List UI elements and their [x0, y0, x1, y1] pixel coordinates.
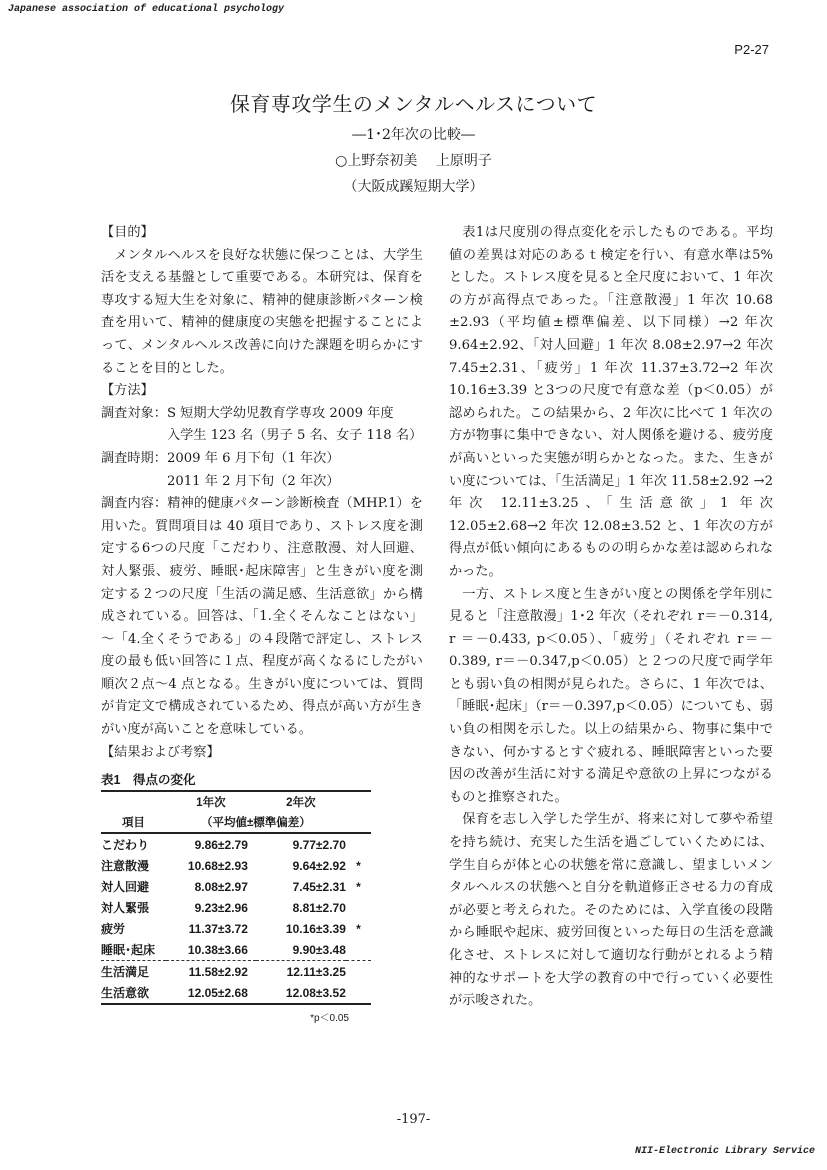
table-cell-sig: *	[356, 879, 361, 894]
method-subjects	[101, 403, 423, 448]
paper-subtitle: ―1･2年次の比較―	[352, 127, 475, 143]
subjects-line1: S 短期大学幼児教育学専攻 2009 年度	[166, 405, 394, 421]
table-cell-year2: 9.64±2.92	[292, 858, 346, 873]
table-cell-item: 疲労	[101, 922, 126, 937]
table-cell-year1: 12.05±2.68	[166, 982, 256, 1004]
table-cell-item: 注意散漫	[101, 859, 150, 874]
table-cell-year2: 10.16±3.39	[285, 921, 346, 936]
paper-title: 保育専攻学生のメンタルヘルスについて	[229, 92, 598, 116]
purpose-heading: 【目的】	[101, 225, 154, 240]
table-cell-year1: 9.86±2.79	[194, 837, 248, 852]
left-column	[101, 222, 423, 1024]
method-content: 調査内容：精神的健康パターン診断検査（MHP.1）を用いた。質問項目は 40 項目であり、ストレス度を測定する6つの尺度「こだわり、注意散漫、対人回避、対人緊張、疲労、睡眠･起床障害」と生きがい度を測定する２つの尺度「生活の満足感、生活意欲」から構成されている。回答は、「1.全くそんなことはない」～「4.全くそうである」の４段階で評定し、ストレス度の最も低い回答に１点、程度が高くなるにしたがい順次２点～4 点となる。生きがい度については、質問が肯定文で構成されているため、得点が高い方が生きがい度が高いことを意味している。	[101, 496, 423, 738]
header-year1: 1年次	[166, 791, 256, 812]
table-cell-year2: 12.11±3.25	[286, 964, 346, 979]
table-cell-sig	[346, 897, 371, 918]
table-row	[101, 897, 371, 918]
header-sig-empty-2	[346, 812, 371, 833]
table-cell-item: 生活満足	[101, 965, 150, 980]
table-cell-year1: 10.38±3.66	[166, 939, 256, 961]
table-cell-item: 対人緊張	[101, 901, 150, 916]
table-row	[101, 876, 371, 897]
page-number: -197-	[396, 1112, 431, 1127]
table-row	[101, 961, 371, 983]
table-cell-year1: 8.08±2.97	[194, 879, 248, 894]
score-table	[101, 790, 371, 1005]
table-cell-sig	[346, 833, 371, 855]
table-note: *p＜0.05	[310, 1013, 349, 1025]
table-cell-year2: 9.77±2.70	[292, 837, 346, 852]
table-body	[101, 833, 371, 1004]
table-row	[101, 982, 371, 1004]
table-cell-year1: 10.68±2.93	[187, 858, 248, 873]
table-row	[101, 855, 371, 876]
header-sig-empty	[346, 791, 371, 812]
header-stat: （平均値±標準偏差）	[166, 812, 346, 833]
period-value	[167, 448, 423, 493]
table-cell-item: 睡眠･起床	[101, 939, 166, 961]
right-column	[449, 222, 773, 1013]
table-cell-item: 生活意欲	[101, 982, 166, 1004]
method-heading: 【方法】	[101, 383, 154, 399]
results-para-3: 保育を志し入学した学生が、将来に対して夢や希望を持ち続け、充実した生活を過ごしていくためには、学生自らが体と心の状態を常に意識し、望ましいメンタルヘルスの状態へと自分を軌道修正させる力の育成が必要と考えられた。そのためには、入学直後の段階から睡眠や起床、疲労回復といった毎日の生活を意識化させ、ストレスに対して適切な行動がとれるよう精神的なサポートを大学の教育の中で行っていく必要性が示唆された。	[449, 812, 773, 1009]
paper-id: P2-27	[734, 42, 769, 57]
period-line2: 2011 年 2 月下旬（2 年次）	[166, 473, 340, 489]
table-row	[101, 918, 371, 939]
table-cell-year1: 11.37±3.72	[188, 921, 248, 936]
table-cell-year2: 8.81±2.70	[292, 900, 346, 915]
table-cell-item: こだわり	[101, 838, 150, 853]
results-para-1: 表1は尺度別の得点変化を示したものである。平均値の差異は対応のあるｔ検定を行い、有意水準は5%とした。ストレス度を見ると全尺度において、1 年次の方が高得点であった。「注意散漫」1 年次 10.68 ±2.93（平均値±標準偏差、以下同様）→2 年次 9.64±2.92、「対人回避」1 年次 8.08±2.97→2 年次 7.45±2.31、「疲労」1 年次 11.37±3.72→2 年次 10.16±3.39 と3つの尺度で有意な差（p＜0.05）が認められた。この結果から、2 年次に比べて 1 年次の方が物事に集中できない、対人関係を避ける、疲労度が高いといった実態が明らかとなった。また、生きがい度については、「生活満足」1 年次 11.58±2.92 →2 年次 12.11±3.25、「生活意欲」1 年次 12.05±2.68→2 年次 12.08±3.52 と、1 年次の方が得点が低い傾向にあるものの明らかな差は認められなかった。	[449, 225, 773, 579]
table-cell-year1: 9.23±2.96	[194, 900, 248, 915]
table-title: 表1 得点の変化	[101, 773, 196, 788]
table-cell-year2: 9.90±3.48	[256, 939, 346, 961]
header-empty	[101, 791, 166, 812]
table-cell-sig: *	[356, 921, 361, 936]
footer-service: NII-Electronic Library Service	[634, 1146, 815, 1157]
table-cell-item: 対人回避	[101, 880, 150, 895]
table-cell-year2: 12.08±3.52	[256, 982, 346, 1004]
table-cell-year1: 11.58±2.92	[188, 964, 248, 979]
affiliation: （大阪成蹊短期大学）	[343, 179, 484, 195]
method-period	[101, 448, 423, 493]
subjects-label: 調査対象：	[101, 405, 167, 421]
results-para-2: 一方、ストレス度と生きがい度との関係を学年別に見ると「注意散漫」1･2 年次（それぞれ r＝－0.314, r ＝－0.433, p＜0.05）、「疲労」（それぞれ r＝－0.389, r＝－0.347,p＜0.05）と２つの尺度で両学年とも弱い負の相関が見られた。さらに、1 年次では、「睡眠･起床」（r＝－0.397,p＜0.05）についても、弱い負の相関を示した。以上の結果から、物事に集中できない、何かするとすぐ疲れる、睡眠障害といった要因の改善が生活に対する満足や意欲の上昇につながるものと推察された。	[449, 586, 773, 805]
table-cell-sig	[346, 939, 371, 961]
table-row	[101, 939, 371, 961]
header-item: 項目	[101, 812, 166, 833]
table-cell-year2: 7.45±2.31	[292, 879, 346, 894]
authors: ○上野奈初美 上原明子	[335, 153, 492, 169]
table-row	[101, 833, 371, 855]
table-cell-sig	[346, 982, 371, 1004]
period-line1: 2009 年 6 月下旬（1 年次）	[166, 450, 340, 466]
association-header: Japanese association of educational psychology	[8, 4, 285, 15]
purpose-text: メンタルヘルスを良好な状態に保つことは、大学生活を支える基盤として重要である。本研究は、保育を専攻する短大生を対象に、精神的健康診断パターン検査を用いて、精神的健康度の実態を把握することによって、メンタルヘルス改善に向けた課題を明らかにすることを目的とした。	[101, 247, 423, 376]
subjects-line2: 入学生 123 名（男子 5 名、女子 118 名）	[166, 428, 423, 444]
header-year2: 2年次	[256, 791, 346, 812]
period-label: 調査時期：	[101, 450, 167, 466]
subjects-value	[167, 403, 423, 448]
results-heading: 【結果および考察】	[101, 744, 220, 760]
table-cell-sig: *	[356, 858, 361, 873]
table-1	[101, 770, 371, 1024]
table-cell-sig	[346, 961, 371, 983]
